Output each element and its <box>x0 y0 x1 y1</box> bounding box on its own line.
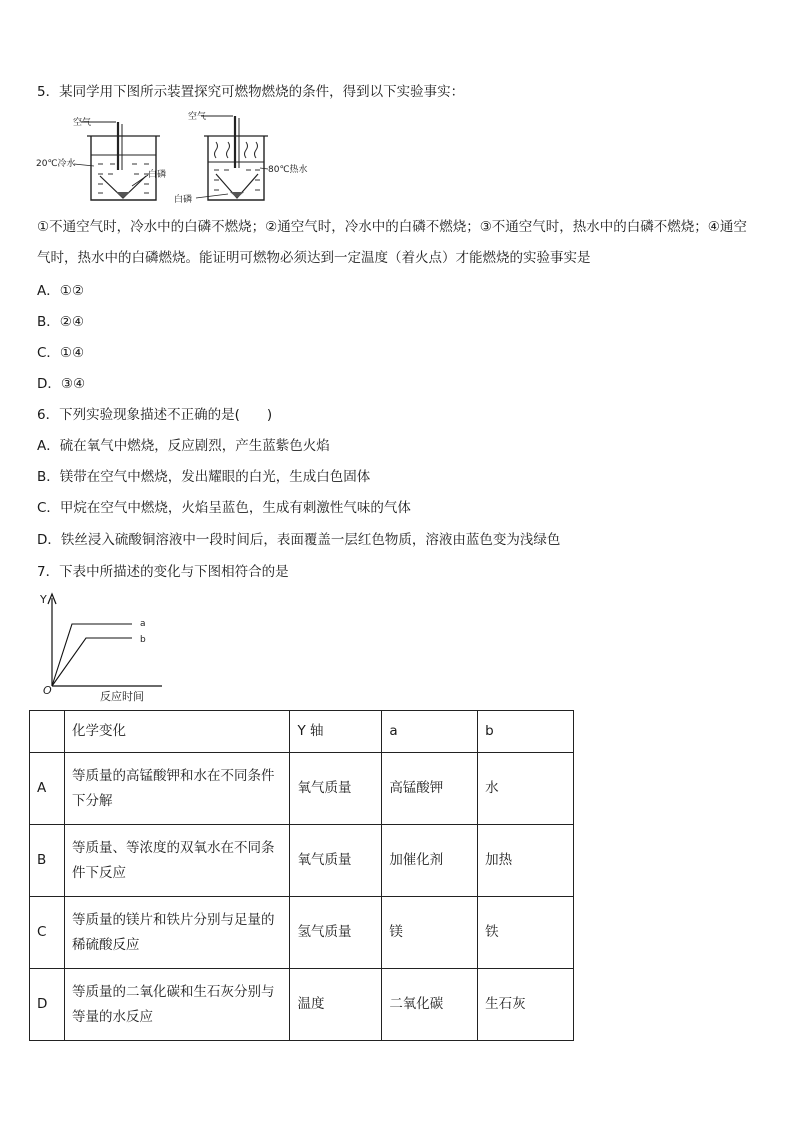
table-cell: 等质量的二氧化碳和生石灰分别与等量的水反应 <box>64 969 290 1041</box>
y-axis-label: Y <box>40 593 47 606</box>
q5-facts: ①不通空气时，冷水中的白磷不燃烧；②通空气时，冷水中的白磷不燃烧；③不通空气时，热水中的白磷不燃烧；④通空气时，热水中的白磷燃烧。能证明可燃物必须达到一定温度（着火点）才能燃烧的实验事实是 <box>37 219 747 266</box>
q5-option-b: B．②④ <box>37 314 84 330</box>
hot-water-label: 80℃热水 <box>268 165 308 175</box>
table-header-row <box>30 711 574 753</box>
table-cell: 生石灰 <box>478 969 574 1041</box>
table-cell: 等质量、等浓度的双氧水在不同条件下反应 <box>64 825 290 897</box>
line-b-label: b <box>140 635 146 645</box>
q6-option-d: D．铁丝浸入硫酸铜溶液中一段时间后，表面覆盖一层红色物质，溶液由蓝色变为浅绿色 <box>37 532 561 548</box>
table-cell: 氧气质量 <box>290 825 382 897</box>
table-cell: 高锰酸钾 <box>382 753 478 825</box>
table-row <box>30 969 574 1041</box>
white-phosphorus-label-1: 白磷 <box>148 170 167 180</box>
q6-option-a: A．硫在氧气中燃烧，反应剧烈，产生蓝紫色火焰 <box>37 438 330 454</box>
table-cell: 等质量的镁片和铁片分别与足量的稀硫酸反应 <box>64 897 290 969</box>
table-cell: 加热 <box>478 825 574 897</box>
table-cell: C <box>30 897 65 969</box>
q6-option-c: C．甲烷在空气中燃烧，火焰呈蓝色，生成有刺激性气味的气体 <box>37 500 411 516</box>
q5-stem: 5．某同学用下图所示装置探究可燃物燃烧的条件，得到以下实验事实： <box>37 84 465 100</box>
line-b <box>52 638 132 686</box>
q6-option-b: B．镁带在空气中燃烧，发出耀眼的白光，生成白色固体 <box>37 469 371 485</box>
table-cell: B <box>30 825 65 897</box>
q5-option-d: D．③④ <box>37 376 86 392</box>
table-cell: 铁 <box>478 897 574 969</box>
q5-option-c: C．①④ <box>37 345 85 361</box>
table-cell: 氢气质量 <box>290 897 382 969</box>
table-cell: D <box>30 969 65 1041</box>
white-phosphorus-label-2: 白磷 <box>174 195 193 205</box>
air-label-2: 空气 <box>188 112 207 122</box>
q5-apparatus-figure <box>36 108 326 208</box>
header-cell: Y 轴 <box>290 711 382 753</box>
header-cell: b <box>478 711 574 753</box>
q7-graph <box>34 588 174 706</box>
q6-stem: 6．下列实验现象描述不正确的是( ) <box>37 407 273 423</box>
table-row <box>30 897 574 969</box>
x-axis-label: 反应时间 <box>100 690 144 703</box>
cold-water-label: 20℃冷水 <box>36 159 76 169</box>
q5-option-a: A．①② <box>37 283 84 299</box>
line-a-label: a <box>140 619 146 629</box>
line-a <box>52 624 132 686</box>
table-cell: 加催化剂 <box>382 825 478 897</box>
table-row <box>30 753 574 825</box>
table-cell: 二氧化碳 <box>382 969 478 1041</box>
table-cell: A <box>30 753 65 825</box>
table-cell: 等质量的高锰酸钾和水在不同条件下分解 <box>64 753 290 825</box>
table-cell: 水 <box>478 753 574 825</box>
table-row <box>30 825 574 897</box>
q7-stem: 7．下表中所描述的变化与下图相符合的是 <box>37 564 289 580</box>
origin-label: O <box>43 684 52 697</box>
header-cell: a <box>382 711 478 753</box>
table-cell: 温度 <box>290 969 382 1041</box>
cold-water-beaker <box>36 116 166 200</box>
hot-water-beaker <box>174 110 308 205</box>
table-cell: 镁 <box>382 897 478 969</box>
header-cell <box>30 711 65 753</box>
table-cell: 氧气质量 <box>290 753 382 825</box>
header-cell: 化学变化 <box>64 711 290 753</box>
q7-table <box>29 710 574 1041</box>
air-label-1: 空气 <box>73 118 92 128</box>
